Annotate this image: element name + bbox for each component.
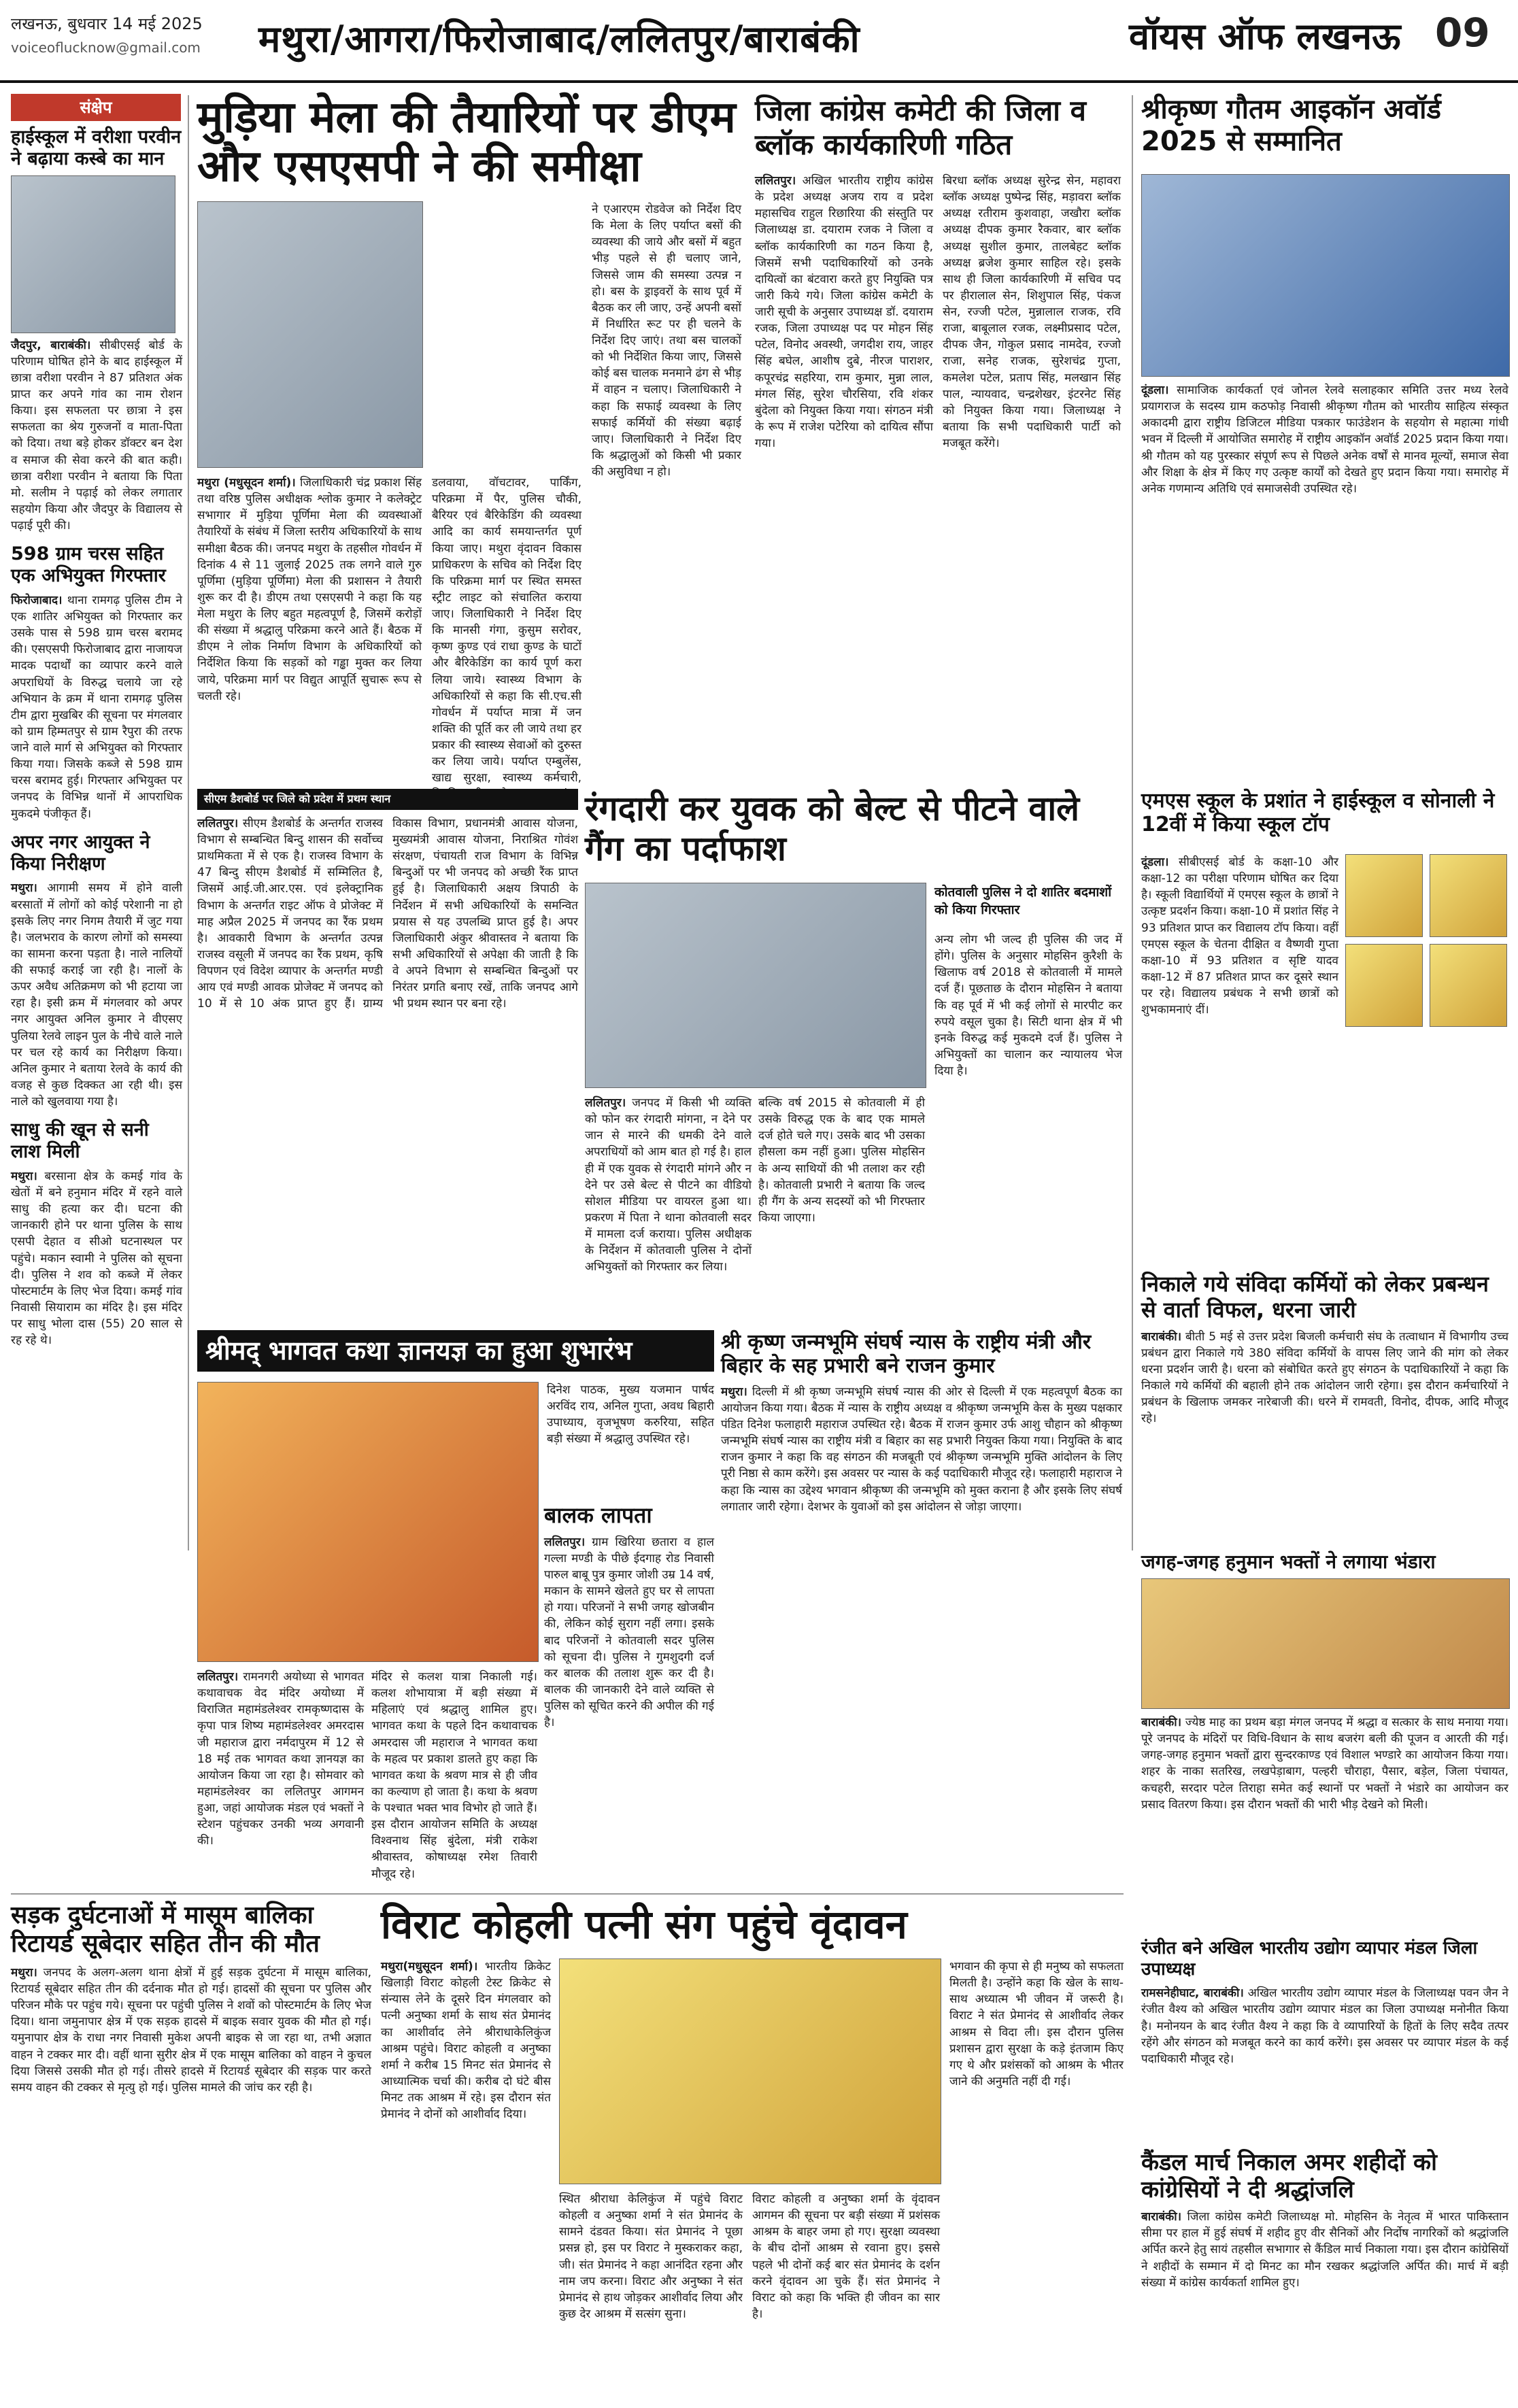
bhagwat-body3: दिनेश पाठक, मुख्य यजमान पार्षद अरविंद राय, अनिल गुप्ता, अवध बिहारी उपाध्याय, वृजभूषण करुरिया, सहित बड़ी संख्या में श्रद्धालु उपस्थित रहे। bbox=[547, 1383, 714, 1446]
cmdash-title: सीएम डैशबोर्ड पर जिले को प्रदेश में प्रथम स्थान bbox=[197, 789, 578, 810]
lower-rule bbox=[11, 1893, 1124, 1895]
header-rule bbox=[0, 80, 1518, 83]
baalak-title: बालक लापता bbox=[544, 1502, 652, 1528]
hanuman-body: ज्येष्ठ माह का प्रथम बड़ा मंगल जनपद में श्रद्धा व सत्कार के साथ मनाया गया। पूरे जनपद के मंदिरों पर विधि-विधान के साथ बजरंग बली की पूजन व आरती की गई। जगह-जगह हनुमान भक्तों द्वारा सुन्दरकाण्ड एवं विशाल भण्डारे का आयोजन किया गया। शहर के नाका सतरिख, लखपेड़ाबाग, पल्हरी चौराहा, पैसार, बड़ेल, जिला पंचायत, कचहरी, सरदार पटेल तिराहा समेत कई स्थानों पर भक्तों ने भंडारे का आयोजन कर प्रसाद वितरण किया। इस दौरान भक्तों की भारी भीड़ देखने को मिली। bbox=[1141, 1716, 1509, 1812]
story-hanuman bbox=[1141, 1550, 1508, 1931]
sadak-title: सड़क दुर्घटनाओं में मासूम बालिका रिटायर्ड सूबेदार सहित तीन की मौत bbox=[11, 1901, 320, 1958]
hanuman-title: जगह-जगह हनुमान भक्तों ने लगाया भंडारा bbox=[1141, 1550, 1436, 1573]
virat-body3: विराट कोहली व अनुष्का शर्मा के वृंदावन आगमन की सूचना पर बड़ी संख्या में प्रशंसक आश्रम के बाहर जमा हो गए। सुरक्षा व्यवस्था के बीच दोनों आश्रम से रवाना हुए। इससे पहले भी दोनों कई बार संत प्रेमानंद के दर्शन करने वृंदावन आ चुके हैं। संत प्रेमानंद ने विराट को कहा कि भक्ति ही जीवन का सार है। bbox=[752, 2192, 940, 2321]
sidebar-column bbox=[11, 126, 182, 1541]
sidebar-s2-body: थाना रामगढ़ पुलिस टीम ने एक शातिर अभियुक्त को गिरफ्तार कर उसके पास से 598 ग्राम चरस बरामद की। एसएसपी फिरोजाबाद द्वारा नाजायज मादक पदार्थों का व्यापार करने वाले अपराधियों के विरुद्ध चलाये जा रहे अभियान के क्रम में थाना रामगढ़ पुलिस टीम द्वारा मुखबिर की सूचना पर मंगलवार को ग्राम हिम्मतपुर से ग्राम रैपुरा की तरफ जाने वाले मार्ग से अभियुक्त को गिरफ्तार किया गया। जिसके कब्जे से 598 ग्राम चरस बरामद हुई। गिरफ्तार अभियुक्त पर जनपद के विभिन्न थानों में आपराधिक मुकदमे पंजीकृत हैं। bbox=[11, 593, 182, 821]
story-virat bbox=[381, 1901, 1124, 2405]
sidebar-s3-body: आगामी समय में होने वाली बरसातों में लोगों को कोई परेशानी ना हो इसके लिए नगर निगम तैयारी में जुट गया है। जलभराव के कारण लोगों को समस्या का सामना करना पड़ता है। नाले नालियों की सफाई कराई जा रही है। नालों के ऊपर अवैध अतिक्रमण को भी हटाया जा रहा है। इसी क्रम में मंगलवार को अपर नगर आयुक्त अनिल कुमार ने वीएसए पुलिया रेलवे लाइन पुल के नीचे वाले नाले पर चल रहे कार्य का निरीक्षण किया। अनिल कुमार ने बताया रेलवे के कार्य की वजह से कुछ दिक्कत आ रही थी। इस नाले को खुलवाया गया है। bbox=[11, 881, 182, 1109]
rangdari-title: रंगदारी कर युवक को बेल्ट से पीटने वाले गैंग का पर्दाफाश bbox=[585, 789, 1080, 868]
bhagwat-photo bbox=[197, 1382, 539, 1662]
baalak-dateline: ललितपुर। bbox=[544, 1535, 586, 1549]
story-ranjeet bbox=[1141, 1938, 1508, 2142]
icon-title: श्रीकृष्ण गौतम आइकॉन अवॉर्ड 2025 से सम्मानित bbox=[1141, 94, 1441, 158]
page-header bbox=[0, 0, 1518, 82]
virat-body2: स्थित श्रीराधा केलिकुंज में पहुंचे विराट कोहली व अनुष्का शर्मा ने संत प्रेमानंद के सामने दंडवत किया। संत प्रेमानंद ने पूछा प्रसन्न हो, इस पर विराट ने मुस्कराकर कहा, जी। संत प्रेमानंद ने कहा आनंदित रहना और नाम जप करना। विराट और अनुष्का ने संत प्रेमानंद से हाथ जोड़कर आशीर्वाद लिया और कुछ देर आश्रम में सत्संग सुना। bbox=[559, 2192, 743, 2321]
mudiya-dateline: मथुरा (मधुसूदन शर्मा)। bbox=[197, 476, 296, 490]
arrest-photo bbox=[585, 883, 926, 1088]
hssolar-body: सीबीएसई बोर्ड के कक्षा-10 और कक्षा-12 का परीक्षा परिणाम घोषित कर दिया है। स्कूली विद्यार्थियों में एमएस स्कूल के छात्रों ने उत्कृष्ट प्रदर्शन किया। कक्षा-10 में प्रशांत सिंह ने 93 प्रतिशत प्राप्त कर विद्यालय टॉप किया। वहीं एमएस स्कूल के चेतना दीक्षित व वैष्णवी गुप्ता कक्षा-10 में 93 प्रतिशत व सृष्टि यादव कक्षा-12 में 87 प्रतिशत प्राप्त कर दूसरे स्थान पर रहे। विद्यालय प्रबंधक ने सभी छात्रों को शुभकामनाएं दीं। bbox=[1141, 855, 1338, 1017]
janm-dateline: मथुरा। bbox=[721, 1385, 747, 1399]
ranjeet-dateline: रामसनेहीघाट, बाराबंकी। bbox=[1141, 1986, 1244, 2001]
sadak-body: जनपद के अलग-अलग थाना क्षेत्रों में हुई सड़क दुर्घटना में मासूम बालिका, रिटायर्ड सूबेदार सहित तीन की दर्दनाक मौत हो गई। हादसों की सूचना पर पुलिस और परिजन मौके पर पहुंच गये। सूचना पर पहुंची पुलिस ने शवों को पोस्टमार्टम के लिए भेज दिया। थाना जमुनापार क्षेत्र में एक सड़क हादसे में बाइक सवार युवक की मौत हो गई। यमुनापार क्षेत्र के राधा नगर निवासी मुकेश अपनी बाइक से जा रहा था, तभी अज्ञात वाहन ने टक्कर मार दी। वहीं थाना सुरीर क्षेत्र में एक मासूम बालिका को वाहन ने कुचल दिया जिससे उसकी मौत हो गई। तीसरे हादसे में रिटायर्ड सूबेदार की सड़क पार करते समय वाहन की टक्कर से मृत्यु हो गई। पुलिस मामले की जांच कर रही है। bbox=[11, 1965, 371, 2095]
meeting-photo bbox=[197, 201, 423, 468]
sidebar-s1-body: सीबीएसई बोर्ड के परिणाम घोषित होने के बाद हाईस्कूल में छात्रा वरीशा परवीन ने 87 प्रतिशत अंक प्राप्त कर अपने गांव का नाम रोशन किया। इस सफलता पर छात्रा ने इस सफलता का श्रेय गुरुजनों व माता-पिता को दिया। तथा बड़े होकर डॉक्टर बन देश व समाज की सेवा करने की बात कही। छात्रा वरीशा परवीन ने बताया कि पिता मो. सलीम ने पढ़ाई को लेकर लगातार सहयोग किया और जैदपुर के विद्यालय से पढ़ाई पूरी की। bbox=[11, 338, 182, 533]
rangdari-dateline: ललितपुर। bbox=[585, 1096, 626, 1110]
virat-body1: भारतीय क्रिकेट खिलाड़ी विराट कोहली टेस्ट क्रिकेट से संन्यास लेने के दूसरे दिन मंगलवार को पत्नी अनुष्का शर्मा के साथ संत प्रेमानंद का आशीर्वाद लेने श्रीराधाकेलिकुंज आश्रम पहुंचे। विराट कोहली व अनुष्का शर्मा ने करीब 15 मिनट संत प्रेमानंद से आध्यात्मिक चर्चा की। करीब दो घंटे बीस मिनट तक आश्रम में रहे। इस दौरान संत प्रेमानंद ने दोनों को आशीर्वाद दिया। bbox=[381, 1960, 551, 2122]
mudiya-title: मुड़िया मेला की तैयारियों पर डीएम और एसएसपी ने की समीक्षा bbox=[197, 92, 736, 192]
congress-body1: अखिल भारतीय राष्ट्रीय कांग्रेस के प्रदेश अध्यक्ष अजय राय व प्रदेश महासचिव राहुल रिछारिया की संस्तुति पर जिलाध्यक्ष डा. दयाराम रजक ने जिला व ब्लॉक कार्यकारिणी का गठन किया है, जिसमें सभी पदाधिकारियों को उनके दायित्वों का बंटवारा करते हुए नियुक्ति पत्र जारी किये गये। जिला कांग्रेस कमेटी के जारी सूची के अनुसार उपाध्यक्ष डॉ. दयाराम रजक, जिला उपाध्यक्ष पद पर मोहन सिंह पटेल, विनोद अवस्थी, जगदीश राय, जाहर सिंह बघेल, आशीष दुबे, नीरज पाराशर, कपूरचंद्र सहरिया, राम कुमार, मुन्ना लाल, मंगल सिंह, सुरेश चौरसिया, रवि शंकर बुंदेला को नियुक्त किया गया। संगठन मंत्री के रूप में राजेश पटेरिया को दायित्व सौंपा गया। bbox=[755, 174, 933, 450]
congress-title: जिला कांग्रेस कमेटी की जिला व ब्लॉक कार्यकारिणी गठित bbox=[755, 94, 1087, 161]
bhagwat-dateline: ललितपुर। bbox=[197, 1670, 239, 1684]
baalak-body: ग्राम खिरिया छतारा व हाल गल्ला मण्डी के पीछे ईदगाह रोड निवासी पारुल बाबू पुत्र कुमार जोशी उम्र 14 वर्ष, मकान के सामने खेलते हुए घर से लापता हो गया। परिजनों ने सभी जगह खोजबीन की, लेकिन कोई सुराग नहीं लगा। इसके बाद परिजनों ने कोतवाली सदर पुलिस को सूचना दी। पुलिस ने गुमशुदगी दर्ज कर बालक की तलाश शुरू कर दी है। बालक की जानकारी देने वाले व्यक्ति से पुलिस को सूचित करने की अपील की गई है। bbox=[544, 1535, 715, 1730]
story-samvida bbox=[1141, 1272, 1508, 1544]
virat-title: विराट कोहली पत्नी संग पहुंचे वृंदावन bbox=[381, 1901, 907, 1948]
bhagwat-body2: मंदिर से कलश यात्रा निकाली गई। कलश शोभायात्रा में बड़ी संख्या में महिलाएं एवं श्रद्धालु शामिल हुए। भागवत कथा के पहले दिन कथावाचक अमरदास जी महाराज ने भागवत कथा के महत्व पर प्रकाश डालते हुए कहा कि भागवत कथा के श्रवण मात्र से ही जीव का कल्याण हो जाता है। कथा के श्रवण के पश्चात भक्त भाव विभोर हो जाते हैं। इस दौरान आयोजन समिति के अध्यक्ष विश्वनाथ सिंह बुंदेला, मंत्री राकेश श्रीवास्तव, कोषाध्यक्ष रमेश तिवारी मौजूद रहे। bbox=[371, 1670, 537, 1881]
sidebar-s1-title: हाईस्कूल में वरीशा परवीन ने बढ़ाया कस्बे का मान bbox=[11, 126, 182, 169]
story-missing-child bbox=[544, 1503, 714, 1884]
sidebar-s2-dateline: फिरोजाबाद। bbox=[11, 593, 63, 607]
mudiya-body1: जिलाधिकारी चंद्र प्रकाश सिंह तथा वरिष्ठ पुलिस अधीक्षक श्लोक कुमार ने कलेक्ट्रेट सभागार में मुड़िया पूर्णिमा मेला की व्यवस्थाओं तैयारियों के संबंध में जिला स्तरीय अधिकारियों के साथ समीक्षा बैठक की। जनपद मथुरा के तहसील गोवर्धन में दिनांक 4 से 11 जुलाई 2025 तक लगने वाले गुरु पूर्णिमा (मुड़िया पूर्णिमा) मेला की प्रशासन ने तैयारी शुरू कर दी है। डीएम तथा एसएसपी ने कहा कि यह मेला मथुरा के लिए बहुत महत्वपूर्ण है, जिसमें करोड़ों की संख्या में श्रद्धालु परिक्रमा करने आते हैं। बैठक में डीएम ने लोक निर्माण विभाग के अधिकारियों को निर्देशित किया कि सड़कों को गड्ढा मुक्त कर लिया जाये, परिक्रमा मार्ग पर विद्युत आपूर्ति सुचारू रूप से चलती रहे। bbox=[197, 476, 422, 703]
sidebar-s3-title: अपर नगर आयुक्त ने किया निरीक्षण bbox=[11, 831, 150, 875]
ranjeet-title: रंजीत बने अखिल भारतीय उद्योग व्यापार मंडल जिला उपाध्यक्ष bbox=[1141, 1938, 1478, 1980]
bhandara-photo bbox=[1141, 1578, 1510, 1709]
congress-dateline: ललितपुर। bbox=[755, 174, 796, 188]
hssolar-dateline: दूंडला। bbox=[1141, 855, 1169, 869]
story-rangdari bbox=[585, 789, 1122, 1319]
virat-dateline: मथुरा(मधुसूदन शर्मा)। bbox=[381, 1960, 478, 1973]
story-road-accident bbox=[11, 1901, 371, 2405]
topper-photo-3 bbox=[1345, 944, 1423, 1027]
rangdari-body3: बल्कि वर्ष 2015 से कोतवाली में ही उसके विरुद्ध एक के बाद एक मामले दर्ज होते चले गए। उसके बाद भी उसका हौसला कम नहीं हुआ। पुलिस मोहसिन के अन्य साथियों की भी तलाश कर रही है। कोतवाली प्रभारी ने बताया कि जल्द ही गैंग के अन्य सदस्यों को भी गिरफ्तार किया जाएगा। bbox=[758, 1096, 925, 1225]
sidebar-s4-body: बरसाना क्षेत्र के कमई गांव के खेतों में बने हनुमान मंदिर में रहने वाले साधु की हत्या कर दी। घटना की जानकारी होने पर थाना पुलिस के साथ एसपी देहात व सीओ घटनास्थल पर पहुंचे। मकान स्वामी ने पुलिस को सूचना दी। पुलिस ने शव को कब्जे में लेकर पोस्टमार्टम के लिए भेज दिया। कमई गांव निवासी सियाराम का मंदिर है। इस मंदिर पर साधु भोला दास (55) 20 साल से रह रहे थे। bbox=[11, 1169, 183, 1348]
janm-title: श्री कृष्ण जन्मभूमि संघर्ष न्यास के राष्ट्रीय मंत्री और बिहार के सह प्रभारी बने राजन कुमार bbox=[721, 1330, 1092, 1378]
story-candle-march bbox=[1141, 2149, 1508, 2401]
newspaper-logo: वॉयस ऑफ लखनऊ bbox=[1129, 15, 1401, 58]
cmdash-dateline: ललितपुर। bbox=[197, 816, 239, 830]
story-mudiya bbox=[197, 92, 741, 785]
sidebar-rule bbox=[188, 95, 189, 1550]
topper-photo-2 bbox=[1430, 854, 1507, 937]
hssolar-title: एमएस स्कूल के प्रशांत ने हाईस्कूल व सोनाली ने 12वीं में किया स्कूल टॉप bbox=[1141, 789, 1495, 837]
sidebar-s1-dateline: जैदपुर, बाराबंकी। bbox=[11, 338, 91, 352]
nikale-title: निकाले गये संविदा कर्मियों को लेकर प्रबन्धन से वार्ता विफल, धरना जारी bbox=[1141, 1271, 1489, 1323]
sidebar-s4-title: साधु की खून से सनी लाश मिली bbox=[11, 1119, 149, 1163]
candle-body: जिला कांग्रेस कमेटी जिलाध्यक्ष मो. मोहसिन के नेतृत्व में भारत पाकिस्तान सीमा पर हाल में हुई संघर्ष में शहीद हुए वीर सैनिकों और निर्दोष नागरिकों को श्रद्धांजलि अर्पित करने हेतु सायं तहसील सभागार से कैंडिल मार्च निकाला गया। इस दौरान कांग्रेसियों ने शहीदों के सम्मान में दो मिनट का मौन रखकर श्रद्धांजलि अर्पित की। मार्च में बड़ी संख्या में कांग्रेस कार्यकर्ता शामिल हुए। bbox=[1141, 2210, 1509, 2290]
candle-title: कैंडल मार्च निकाल अमर शहीदों को कांग्रेसियों ने दी श्रद्धांजलि bbox=[1141, 2149, 1437, 2204]
award-photo bbox=[1141, 174, 1510, 377]
rangdari-body2: अन्य लोग भी जल्द ही पुलिस की जद में होंगे। पुलिस के अनुसार मोहसिन कुरैशी के खिलाफ वर्ष 2018 से कोतवाली में मामले दर्ज हैं। पूछताछ के दौरान मोहसिन ने बताया कि वह पूर्व में भी कई लोगों से मारपीट कर रुपये वसूल चुका है। सिटी थाना क्षेत्र में भी इनके विरुद्ध कई मुकदमे दर्ज हैं। पुलिस ने अभियुक्तों का चालान कर न्यायालय भेज दिया है। bbox=[934, 933, 1122, 1078]
story-ms-school bbox=[1141, 789, 1508, 1265]
nikale-body: बीती 5 मई से उत्तर प्रदेश बिजली कर्मचारी संघ के तत्वाधान में विभागीय उच्च प्रबंधन द्वारा निकाले गये 380 संविदा कर्मियों के वापस लिए जाने की मांग को लेकर धरना प्रदर्शन जारी है। धरना को संबोधित करते हुए संगठन के पदाधिकारियों ने कहा कि निकाले गये कर्मियों की बहाली होने तक आंदोलन जारी रहेगा। इस दौरान कर्मचारियों ने प्रबंधन के खिलाफ जमकर नारेबाजी की। धरने में रामवती, विनोद, दीपक, आदि मौजूद रहे। bbox=[1141, 1329, 1508, 1426]
janm-body: दिल्ली में श्री कृष्ण जन्मभूमि संघर्ष न्यास की ओर से दिल्ली में एक महत्वपूर्ण बैठक का आयोजन किया गया। बैठक में न्यास के राष्ट्रीय अध्यक्ष व श्रीकृष्ण जन्मभूमि केस के मुख्य पक्षकार पंडित दिनेश फलाहारी महाराज उपस्थित रहे। बैठक में राजन कुमार उर्फ आशु चौहान को श्रीकृष्ण जन्मभूमि संघर्ष न्यास का राष्ट्रीय मंत्री व बिहार का सह प्रभारी नियुक्त किया गया। नियुक्ति के बाद राजन कुमार ने कहा कि वह संगठन की मजबूती एवं श्रीकृष्ण जन्मभूमि मुक्ति आंदोलन के लिए पूरी निष्ठा से काम करेंगे। इस अवसर पर न्यास के कई पदाधिकारी मौजूद रहे। फलाहारी महाराज ने कहा कि न्यास का उद्देश्य भगवान श्रीकृष्ण की जन्मभूमि को मुक्त कराना है और इसके लिए संघर्ष लगातार जारी रहेगा। देशभर के युवाओं को इस आंदोलन से जोड़ा जाएगा। bbox=[721, 1385, 1122, 1514]
rangdari-kicker: कोतवाली पुलिस ने दो शातिर बदमाशों को किया गिरफ्तार bbox=[934, 885, 1112, 917]
header-date: लखनऊ, बुधवार 14 मई 2025 bbox=[11, 14, 203, 33]
sidebar-s2-title: 598 ग्राम चरस सहित एक अभियुक्त गिरफ्तार bbox=[11, 543, 166, 587]
story-congress bbox=[755, 94, 1122, 781]
congress-body2: बिरधा ब्लॉक अध्यक्ष सुरेन्द्र सेन, महावरा ब्लॉक अध्यक्ष पुष्पेन्द्र सिंह, मड़ावरा ब्लॉक अध्यक्ष रतीराम कुशवाहा, जखौरा ब्लॉक अध्यक्ष दीपक कुमार रैकवार, बार ब्लॉक अध्यक्ष सुशील कुमार, तालबेहट ब्लॉक अध्यक्ष ब्रजेश कुमार साहिल रहे। इसके साथ ही जिला कार्यकारिणी में सचिव पद पर हीरालाल सेन, शिशुपाल सिंह, पंकज सेन, रज्जी पटेल, मुन्नालाल राजक, रवि राजा, बाबूलाल रजक, लक्ष्मीप्रसाद पटेल, दीपक जैन, गोकुल प्रसाद नामदेव, रज्जो राजा, सनेह राजक, सुरेशचंद्र गुप्ता, कमलेश पटेल, प्रताप सिंह, मलखान सिंह पाल, न्यायवाद, चन्द्रशेखर, इंटरनेट सिंह को नियुक्त किया गया। जिलाध्यक्ष ने बताया कि सभी पदाधिकारी पार्टी को मजबूत करेंगे। bbox=[943, 174, 1121, 450]
sidebar-s4-dateline: मथुरा। bbox=[11, 1169, 37, 1183]
rangdari-body1: जनपद में किसी भी व्यक्ति को फोन कर रंगदारी मांगना, न देने पर जान से मारने की धमकी देने वाले अपराधियों को आम बात हो गई है। हाल ही में एक युवक से रंगदारी मांगने और न देने पर उसे बेल्ट से पीटने का वीडियो सोशल मीडिया पर वायरल हुआ था। प्रकरण में पिता ने थाना कोतवाली सदर में मामला दर्ज कराया। पुलिस अधीक्षक के निर्देशन में कोतवाली पुलिस ने दोनों अभियुक्तों को गिरफ्तार कर लिया। bbox=[585, 1096, 752, 1274]
header-site: voiceoflucknow@gmail.com bbox=[11, 39, 201, 56]
sidebar-s3-dateline: मथुरा। bbox=[11, 881, 37, 896]
page-number: 09 bbox=[1435, 10, 1490, 56]
story-cm-dashboard bbox=[197, 789, 578, 1319]
bhagwat-body1: रामनगरी अयोध्या से भागवत कथावाचक वेद मंदिर अयोध्या में विराजित महामंडलेश्वर रामकृष्णदास के कृपा पात्र शिष्य महामंडलेश्वर अमरदास जी महाराज द्वारा नर्मदापुरम में 12 से 18 मई तक भागवत कथा ज्ञानयज्ञ का आयोजन किया जा रहा है। सोमवार को महामंडलेश्वर का ललितपुर आगमन हुआ, जहां आयोजक मंडल एवं भक्तों ने स्टेशन पहुंचकर उनकी भव्य अगवानी की। bbox=[197, 1670, 365, 1848]
ranjeet-body: अखिल भारतीय उद्योग व्यापार मंडल के जिलाध्यक्ष पवन जैन ने रंजीत वैश्य को अखिल भारतीय उद्योग व्यापार मंडल का जिला उपाध्यक्ष मनोनीत किया है। मनोनयन के बाद रंजीत वैश्य ने कहा कि वे व्यापारियों के हितों के लिए सदैव तत्पर रहेंगे और संगठन को मजबूत करने का कार्य करेंगे। इस अवसर पर व्यापार मंडल के कई पदाधिकारी मौजूद रहे। bbox=[1141, 1986, 1508, 2066]
hanuman-dateline: बाराबंकी। bbox=[1141, 1716, 1182, 1730]
header-cities: मथुरा/आगरा/फिरोजाबाद/ललितपुर/बाराबंकी bbox=[258, 18, 860, 61]
virat-photo bbox=[559, 1958, 941, 2184]
icon-body: सामाजिक कार्यकर्ता एवं जोनल रेलवे सलाहकार समिति उत्तर मध्य रेलवे प्रयागराज के सदस्य ग्राम कठफोड़ निवासी श्रीकृष्ण गौतम को भारतीय साहित्य संस्कृत अकादमी द्वारा राष्ट्रीय डिजिटल मीडिया पत्रकार फाउंडेशन के सहयोग से महात्मा गांधी भवन में दिल्ली में आयोजित समारोह में राष्ट्रीय आइकॉन अवॉर्ड 2025 प्रदान किया गया। श्री गौतम को यह पुरस्कार संपूर्ण रूप से पिछले अनेक वर्षों से मानव मूल्यों, समाज सेवा और शिक्षा के क्षेत्र में किए गए उत्कृष्ट कार्यों को देखते हुए प्रदान किया गया। समारोह में अनेक गणमान्य अतिथि एवं समाजसेवी उपस्थित रहे। bbox=[1141, 384, 1509, 496]
topper-photo-1 bbox=[1345, 854, 1423, 937]
mudiya-body2: डलवाया, वॉचटावर, पार्किंग, परिक्रमा में पैर, पुलिस चौकी, बैरियर एवं बैरिकेडिंग की व्यवस्था आदि का कार्य समयान्तर्गत पूर्ण किया जाए। मथुरा वृंदावन विकास प्राधिकरण के सचिव को निर्देश दिए कि परिक्रमा मार्ग पर स्थित समस्त स्ट्रीट लाइट को संचालित कराया जाए। जिलाधिकारी ने निर्देश दिए कि मानसी गंगा, कुसुम सरोवर, कृष्ण कुण्ड एवं राधा कुण्ड के घाटों और बैरिकेडिंग का कार्य पूर्ण करा लिया जाये। स्वास्थ्य विभाग के अधिकारियों से कहा कि सी.एच.सी गोवर्धन में पर्याप्त मात्रा में जन शक्ति की पूर्ति कर ली जाये तथा हर प्रकार की स्वास्थ्य सेवाओं को दुरुस्त कर लिया जाये। पर्याप्त एम्बुलेंस, खाद्य सुरक्षा, स्वास्थ्य कर्मचारी, bbox=[432, 476, 581, 785]
bhagwat-title: श्रीमद् भागवत कथा ज्ञानयज्ञ का हुआ शुभारंभ bbox=[197, 1330, 714, 1372]
student-photo bbox=[11, 175, 175, 333]
right-column-rule bbox=[1132, 95, 1133, 1550]
virat-body4: भगवान की कृपा से ही मनुष्य को सफलता मिलती है। उन्होंने कहा कि खेल के साथ-साथ अध्यात्म भी जीवन में जरूरी है। विराट ने संत प्रेमानंद से आशीर्वाद लेकर आश्रम से विदा ली। इस दौरान पुलिस प्रशासन द्वारा सुरक्षा के कड़े इंतजाम किए गए थे और प्रशंसकों को आश्रम के भीतर जाने की अनुमति नहीं दी गई। bbox=[949, 1960, 1124, 2088]
topper-photo-4 bbox=[1430, 944, 1507, 1027]
mudiya-body3: ने एआरएम रोडवेज को निर्देश दिए कि मेला के लिए पर्याप्त बसों की व्यवस्था की जाये और बसों में बहुत भीड़ पहले से ही चलाए जाने, जिससे जाम की समस्या उत्पन्न न हो। बस के ड्राइवरों के साथ पूर्व में बैठक कर ली जाए, उन्हें अपनी बसों में निर्धारित रूट पर ही चलने के निर्देश दिए जाएं। तथा बस चालकों को भी निर्देशित किया जाए, जिससे कोई बस चालक मनमाने ढंग से भीड़ में वाहन न चलाए। जिलाधिकारी ने कहा कि सफाई व्यवस्था के लिए सफाई कर्मियों की संख्या बढ़ाई जाए। जिलाधिकारी ने निर्देश दिए कि श्रद्धालुओं को किसी भी प्रकार की असुविधा न हो। bbox=[592, 203, 741, 479]
nikale-dateline: बाराबंकी। bbox=[1141, 1329, 1182, 1344]
sadak-dateline: मथुरा। bbox=[11, 1965, 37, 1980]
story-icon-award bbox=[1141, 94, 1508, 781]
cmdash-body: सीएम डैशबोर्ड के अन्तर्गत राजस्व विभाग से सम्बन्धित बिन्दु शासन की सर्वोच्च प्राथमिकता में से एक है। राजस्व विभाग के 47 बिन्दु सीएम डैशबोर्ड में सम्मिलित है, जिसमें आई.जी.आर.एस. एवं इलेक्ट्रानिक विभाग के अन्तर्गत राइट ऑफ वे प्रोजेक्ट में माह अप्रैल 2025 में जनपद का रैंक प्रथम है। आवकारी विभाग के अन्तर्गत उत्पन्न राजस्व वसूली में जनपद का रैंक प्रथम, कृषि विपणन एवं विदेश व्यापार के अन्तर्गत मण्डी आय एवं मण्डी आवक प्रोजेक्ट में जनपद को 10 में से 10 अंक प्राप्त हुए हैं। ग्राम्य विकास विभाग, प्रधानमंत्री आवास योजना, मुख्यमंत्री आवास योजना, निराश्रित गोवंश संरक्षण, पंचायती राज विभाग के विभिन्न बिन्दुओं पर भी जनपद को अच्छी रैंक प्राप्त हुई है। जिलाधिकारी अक्षय त्रिपाठी के निर्देशन में सभी अधिकारियों के समन्वित प्रयास से यह उपलब्धि प्राप्त हुई है। अपर जिलाधिकारी अंकुर श्रीवास्तव ने बताया कि सभी अधिकारियों से अपेक्षा की जाती है कि वे अपने विभाग से सम्बन्धित बिन्दुओं पर निरंतर प्रगति बनाए रखें, ताकि जनपद आगे भी प्रथम स्थान पर बना रहे। bbox=[197, 816, 578, 1011]
story-janmabhoomi bbox=[721, 1330, 1122, 1888]
sidebar-label: संक्षेप bbox=[11, 94, 181, 121]
icon-dateline: दूंडला। bbox=[1141, 384, 1169, 397]
candle-dateline: बाराबंकी। bbox=[1141, 2210, 1182, 2224]
